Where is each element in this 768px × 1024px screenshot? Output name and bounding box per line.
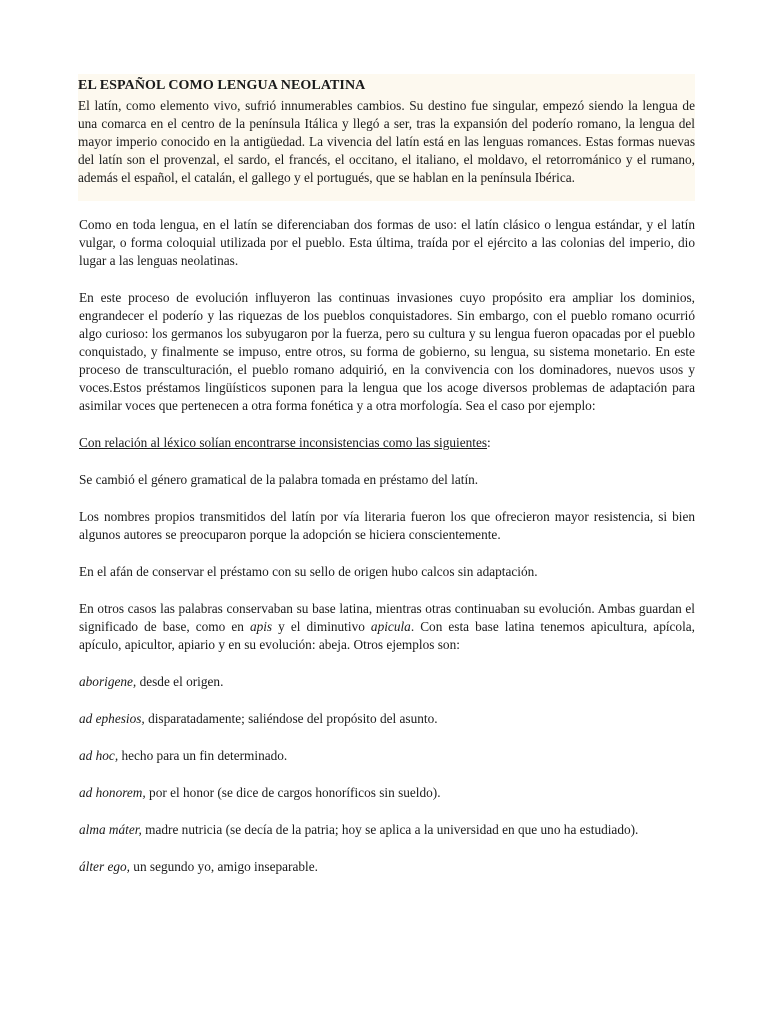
example-term: ad ephesios, bbox=[79, 711, 145, 726]
text-fragment: . Con esta base latina tenemos apicultura, apícola, apículo, apicultor, apiario y en su evolución: abeja. Otros ejemplos son: bbox=[79, 619, 696, 652]
example-definition: un segundo yo, amigo inseparable. bbox=[129, 859, 318, 874]
text-fragment: y el diminutivo bbox=[272, 619, 371, 634]
term-apis: apis bbox=[249, 619, 273, 634]
example-item bbox=[79, 821, 695, 839]
term-apicula: apicula bbox=[370, 619, 411, 634]
section-heading-text: Con relación al léxico solían encontrarse inconsistencias como las siguientes bbox=[79, 435, 488, 450]
example-term: ad hoc, bbox=[79, 748, 119, 763]
paragraph-gender-change: Se cambió el género gramatical de la palabra tomada en préstamo del latín. bbox=[79, 472, 479, 487]
paragraph-latin-forms: Como en toda lengua, en el latín se diferenciaban dos formas de uso: el latín clásico o lengua estándar, y el latín vulgar, o forma coloquial utilizada por el pueblo. Esta última, traída por el ejército a las colonias del imperio, dio lugar a las lenguas neolatinas. bbox=[79, 217, 695, 268]
example-term: ad honorem, bbox=[79, 785, 146, 800]
example-item bbox=[79, 710, 695, 728]
example-definition: disparatadamente; saliéndose del propósito del asunto. bbox=[144, 711, 438, 726]
document-page bbox=[79, 74, 695, 876]
example-definition: por el honor (se dice de cargos honoríficos sin sueldo). bbox=[145, 785, 441, 800]
example-term: aborigene, bbox=[79, 674, 137, 689]
paragraph-latin-base bbox=[79, 600, 695, 654]
example-term: alma máter, bbox=[79, 822, 142, 837]
paragraph-intro: El latín, como elemento vivo, sufrió innumerables cambios. Su destino fue singular, empezó siendo la lengua de una comarca en el centro de la península Itálica y llegó a ser, tras la expansión del poderío romano, la lengua del mayor imperio conocido en la antigüedad. La vivencia del latín está en las lenguas romances. Estas formas nuevas del latín son el provenzal, el sardo, el francés, el occitano, el italiano, el moldavo, el retorrománico y el rumano, además el español, el catalán, el gallego y el portugués, que se hablan en la península Ibérica. bbox=[78, 98, 695, 185]
example-item bbox=[79, 784, 695, 802]
document-title: EL ESPAÑOL COMO LENGUA NEOLATINA bbox=[78, 78, 366, 93]
section-heading-lexicon bbox=[79, 434, 695, 452]
example-term: álter ego, bbox=[79, 859, 130, 874]
example-definition: desde el origen. bbox=[136, 674, 224, 689]
section-heading-colon: : bbox=[487, 435, 491, 450]
intro-highlight-block bbox=[78, 74, 695, 201]
example-item bbox=[79, 673, 695, 691]
example-definition: madre nutricia (se decía de la patria; hoy se aplica a la universidad en que uno ha estudiado). bbox=[141, 822, 639, 837]
example-item bbox=[79, 747, 695, 765]
paragraph-evolution: En este proceso de evolución influyeron las continuas invasiones cuyo propósito era ampliar los dominios, engrandecer el poderío y las riquezas de los pueblos conquistadores. Sin embargo, con el pueblo romano ocurrió algo curioso: los germanos los subyugaron por la fuerza, pero su cultura y su lengua fueron opacadas por el pueblo conquistado, y finalmente se impuso, entre otros, su forma de gobierno, su lengua, su sistema monetario. En este proceso de transculturación, el pueblo romano adquirió, en la convivencia con los dominadores, nuevos usos y voces.Estos préstamos lingüísticos suponen para la lengua que los acoge diversos problemas de adaptación para asimilar voces que pertenecen a otra forma fonética y a otra morfología. Sea el caso por ejemplo: bbox=[79, 290, 695, 413]
example-item bbox=[79, 858, 695, 876]
example-definition: hecho para un fin determinado. bbox=[118, 748, 288, 763]
text-fragment: En otros casos las palabras conservaban su base latina, mientras otras continuaban su evolución. Ambas guardan el significado de base, como en bbox=[79, 601, 695, 634]
paragraph-calques: En el afán de conservar el préstamo con su sello de origen hubo calcos sin adaptación. bbox=[79, 564, 538, 579]
paragraph-proper-names: Los nombres propios transmitidos del latín por vía literaria fueron los que ofrecieron mayor resistencia, si bien algunos autores se preocuparon porque la adopción se hiciera conscientemente. bbox=[79, 509, 695, 542]
